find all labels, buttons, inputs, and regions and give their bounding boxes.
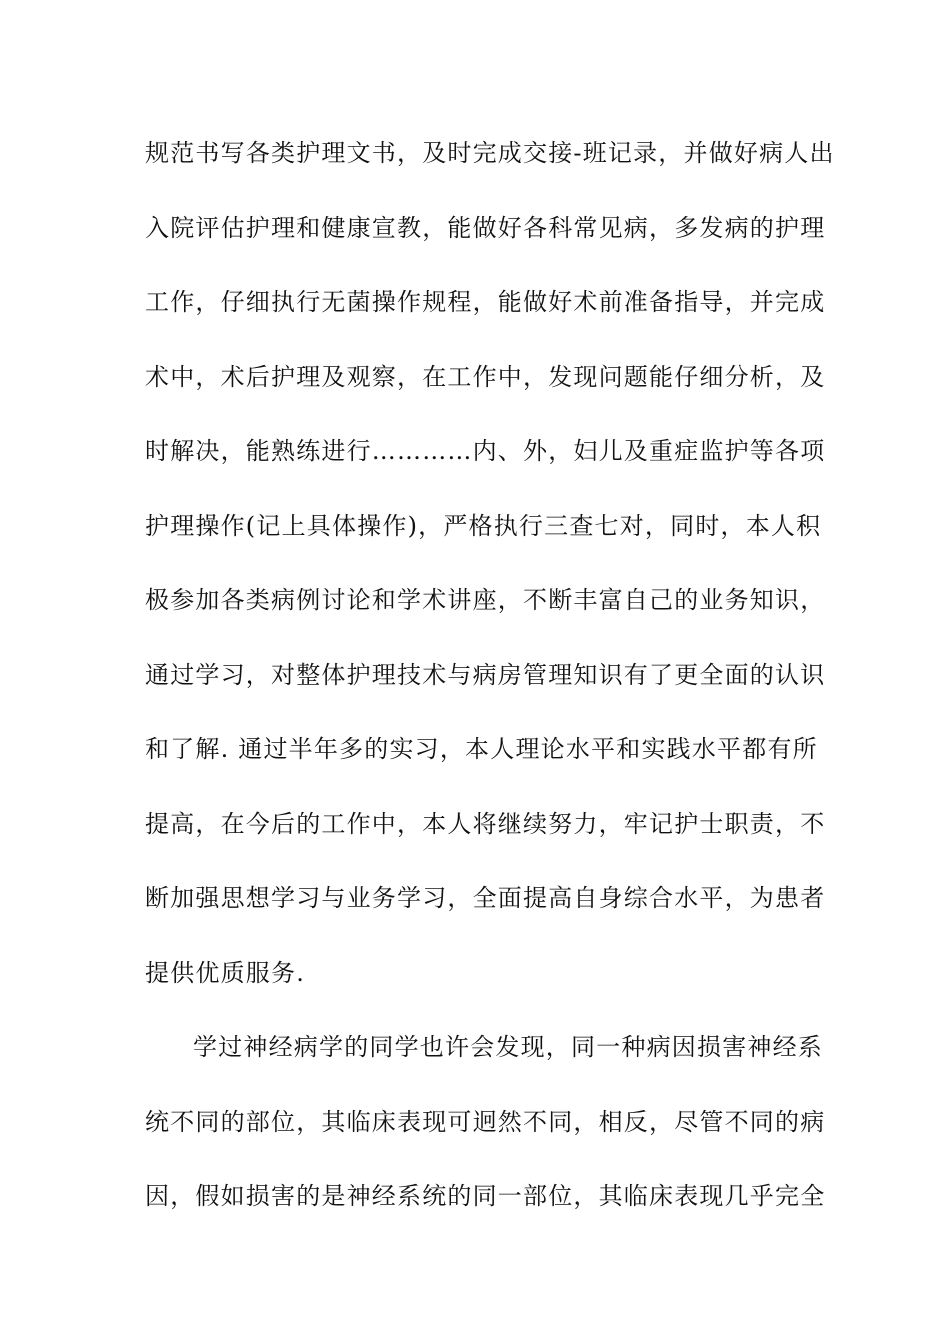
text-line: 断加强思想学习与业务学习，全面提高自身综合水平，为患者: [145, 884, 826, 912]
text-line: 提供优质服务.: [145, 958, 306, 987]
document-body: [145, 128, 835, 1246]
text-line: 和了解. 通过半年多的实习，本人理论水平和实践水平都有所: [145, 735, 818, 763]
text-line: 术中，术后护理及观察，在工作中，发现问题能仔细分析，及: [145, 362, 826, 391]
text-line: 工作，仔细执行无菌操作规程，能做好术前准备指导，并完成: [145, 288, 826, 316]
paragraph-first-line: 学过神经病学的同学也许会发现，同一种病因损害神经系: [193, 1033, 823, 1061]
text-line: 规范书写各类护理文书，及时完成交接-班记录，并做好病人出: [145, 139, 835, 167]
text-line: 因，假如损害的是神经系统的同一部位，其临床表现几乎完全: [145, 1182, 826, 1210]
text-line: 入院评估护理和健康宣教，能做好各科常见病，多发病的护理: [145, 213, 826, 242]
text-line: 极参加各类病例讨论和学术讲座，不断丰富自己的业务知识，: [145, 586, 826, 614]
text-line: 时解决，能熟练进行…………内、外，妇儿及重症监护等各项: [145, 437, 826, 465]
text-line: 通过学习，对整体护理技术与病房管理知识有了更全面的认识: [145, 660, 826, 689]
text-line: 护理操作(记上具体操作)，严格执行三查七对，同时，本人积: [145, 511, 822, 540]
text-line: 提高，在今后的工作中，本人将继续努力，牢记护士职责，不: [145, 809, 826, 838]
text-line: 统不同的部位，其临床表现可迥然不同，相反，尽管不同的病: [145, 1107, 826, 1136]
